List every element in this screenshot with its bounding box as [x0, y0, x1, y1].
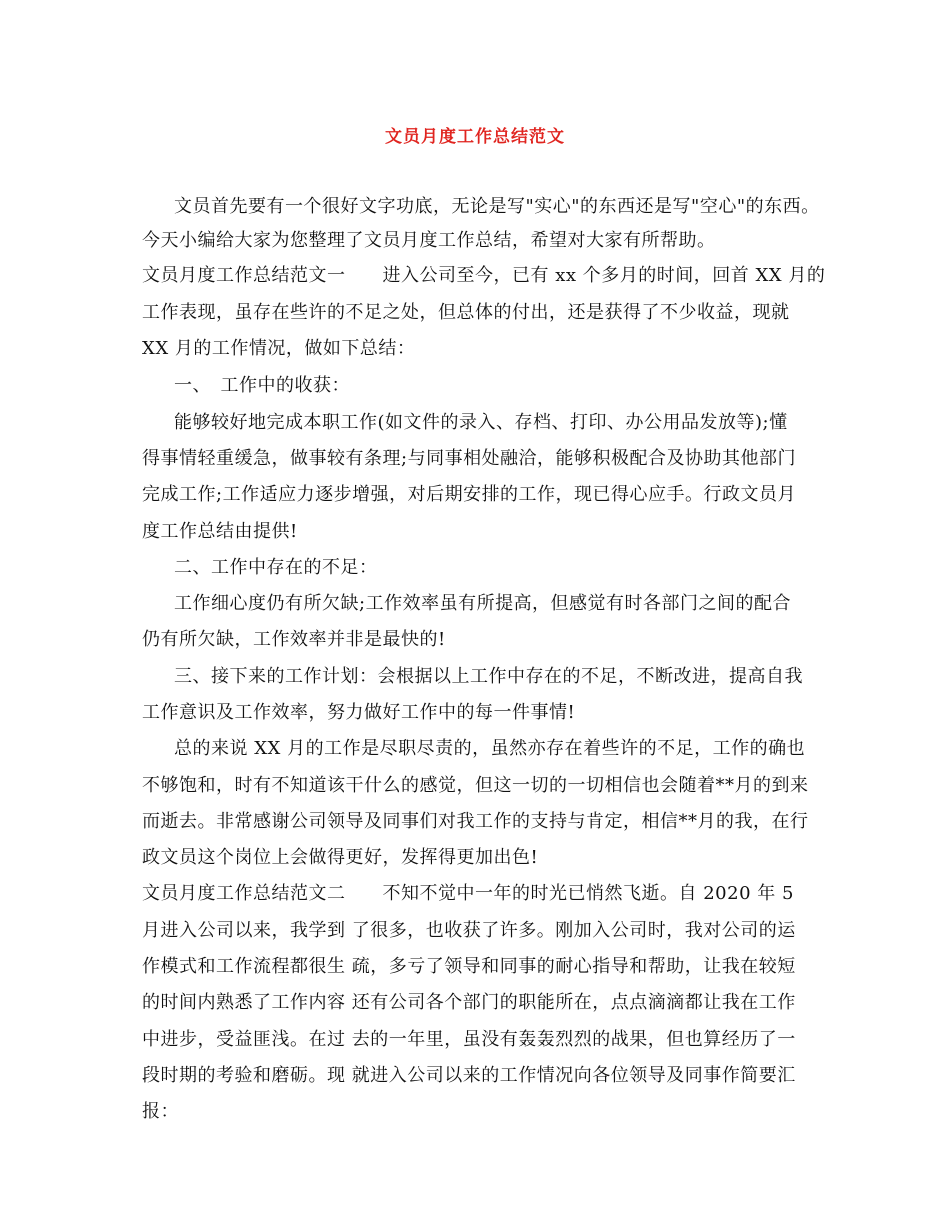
- section-heading: 二、工作中存在的不足：: [174, 557, 378, 578]
- section-heading: 三、接下来的工作计划：会根据以上工作中存在的不足，不断改进，提高自我: [174, 666, 803, 687]
- text-line: 完成工作;工作适应力逐步增强，对后期安排的工作，现已得心应手。行政文员月: [142, 484, 797, 505]
- text-line: XX 月的工作情况，做如下总结：: [142, 338, 416, 359]
- text-line: 工作意识及工作效率，努力做好工作中的每一件事情!: [142, 702, 576, 723]
- text-line: 文员月度工作总结范文一 进入公司至今，已有 xx 个多月的时间，回首 XX 月的: [142, 265, 826, 286]
- text-line: 政文员这个岗位上会做得更好，发挥得更加出色!: [142, 847, 539, 868]
- text-line: 能够较好地完成本职工作(如文件的录入、存档、打印、办公用品发放等);懂: [174, 412, 788, 433]
- text-line: 的时间内熟悉了工作内容 还有公司各个部门的职能所在，点点滴滴都让我在工作: [142, 992, 796, 1013]
- text-line: 段时期的考验和磨砺。现 就进入公司以来的工作情况向各位领导及同事作简要汇: [142, 1065, 796, 1086]
- document-title: 文员月度工作总结范文: [385, 127, 565, 147]
- text-line: 月进入公司以来，我学到 了很多，也收获了许多。刚加入公司时，我对公司的运: [142, 920, 796, 941]
- text-line: 作模式和工作流程都很生 疏，多亏了领导和同事的耐心指导和帮助，让我在较短: [142, 956, 796, 977]
- text-line: 今天小编给大家为您整理了文员月度工作总结，希望对大家有所帮助。: [142, 230, 716, 251]
- text-line: 而逝去。非常感谢公司领导及同事们对我工作的支持与肯定，相信**月的我，在行: [142, 811, 809, 832]
- text-line: 总的来说 XX 月的工作是尽职尽责的，虽然亦存在着些许的不足，工作的确也: [174, 738, 806, 759]
- text-line: 仍有所欠缺，工作效率并非是最快的!: [142, 629, 446, 650]
- section-heading: 一、 工作中的收获：: [174, 375, 350, 396]
- text-line: 度工作总结由提供!: [142, 521, 298, 542]
- text-line: 工作细心度仍有所欠缺;工作效率虽有所提高，但感觉有时各部门之间的配合: [174, 593, 792, 614]
- text-line: 文员首先要有一个很好文字功底，无论是写"实心"的东西还是写"空心"的东西。: [174, 196, 820, 217]
- text-line: 报：: [142, 1101, 179, 1122]
- text-line: 文员月度工作总结范文二 不知不觉中一年的时光已悄然飞逝。自 2020 年 5: [142, 883, 794, 904]
- text-line: 不够饱和，时有不知道该干什么的感觉，但这一切的一切相信也会随着**月的到来: [142, 775, 809, 796]
- text-line: 得事情轻重缓急，做事较有条理;与同事相处融洽，能够积极配合及协助其他部门: [142, 448, 797, 469]
- text-line: 中进步，受益匪浅。在过 去的一年里，虽没有轰轰烈烈的战果，但也算经历了一: [142, 1029, 796, 1050]
- text-line: 工作表现，虽存在些许的不足之处，但总体的付出，还是获得了不少收益，现就: [142, 302, 790, 323]
